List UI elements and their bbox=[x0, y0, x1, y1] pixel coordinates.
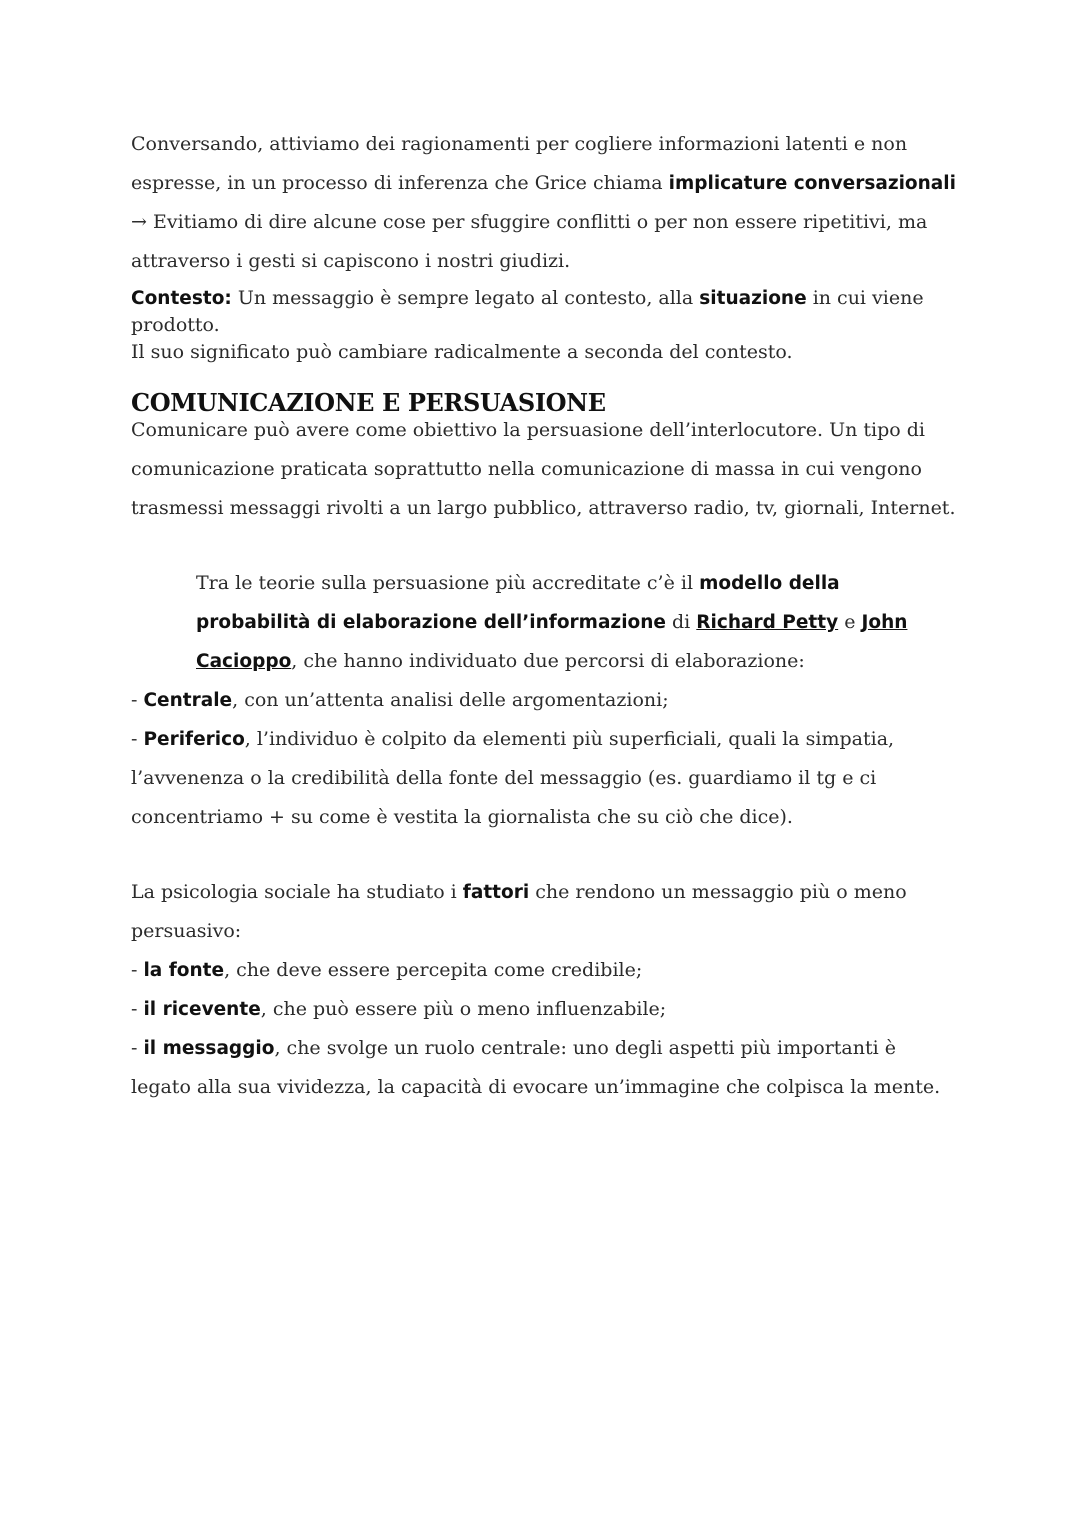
paragraph-teorie bbox=[196, 564, 916, 681]
list-item: - il messaggio, che svolge un ruolo centrale: uno degli aspetti più importanti è legato alla sua vividezza, la capacità di evocare un’immagine che colpisca la mente. bbox=[131, 1037, 941, 1098]
list-item: - Periferico, l’individuo è colpito da elementi più superficiali, quali la simpatia, l’avvenenza o la credibilità della fonte del messaggio (es. guardiamo il tg e ci concentriamo + su come è vestita la giornalista che su ciò che dice). bbox=[131, 728, 895, 828]
text: La psicologia sociale ha studiato i bbox=[131, 881, 463, 903]
list-item: - il ricevente, che può essere più o meno influenzabile; bbox=[131, 998, 667, 1020]
bold-term-fattori: fattori bbox=[462, 882, 530, 903]
text: Un messaggio è sempre legato al contesto, alla bbox=[231, 287, 700, 309]
text: → Evitiamo di dire alcune cose per sfuggire conflitti o per non essere ripetitivi, ma attraverso i gesti si capiscono i nostri giudizi. bbox=[131, 211, 928, 272]
list-item: - Centrale, con un’attenta analisi delle argomentazioni; bbox=[131, 689, 669, 711]
text: Il suo significato può cambiare radicalmente a seconda del contesto. bbox=[131, 341, 793, 363]
bold-term-periferico: Periferico bbox=[143, 729, 245, 750]
bold-term-messaggio: il messaggio bbox=[143, 1038, 275, 1059]
bold-term-fonte: la fonte bbox=[143, 960, 225, 981]
text: che rendono un messaggio più o meno persuasivo: bbox=[131, 881, 907, 942]
text: , che hanno individuato due percorsi di elaborazione: bbox=[291, 650, 805, 672]
section-heading: COMUNICAZIONE E PERSUASIONE bbox=[131, 388, 606, 417]
paragraph-fattori bbox=[131, 873, 961, 1107]
paragraph-implicature bbox=[131, 125, 961, 281]
author-john-cacioppo: John Cacioppo bbox=[196, 612, 908, 672]
bold-term-modello: modello della probabilità di elaborazione dell’informazione bbox=[196, 573, 840, 633]
bold-term-centrale: Centrale bbox=[143, 690, 233, 711]
text: in cui viene prodotto. bbox=[131, 287, 924, 336]
bold-term-implicature: implicature conversazionali bbox=[668, 173, 956, 194]
text: di bbox=[665, 611, 697, 633]
paragraph-persuasione: Comunicare può avere come obiettivo la persuasione dell’interlocutore. Un tipo di comunicazione praticata soprattutto nella comunicazione di massa in cui vengono trasmessi messaggi rivolti a un largo pubblico, attraverso radio, tv, giornali, Internet. bbox=[131, 419, 956, 519]
bold-term-ricevente: il ricevente bbox=[143, 999, 261, 1020]
list-percorsi bbox=[131, 681, 961, 837]
text: Tra le teorie sulla persuasione più accreditate c’è il bbox=[196, 572, 700, 594]
author-richard-petty: Richard Petty bbox=[696, 612, 839, 633]
bold-term-situazione: situazione bbox=[699, 288, 807, 309]
list-item: - la fonte, che deve essere percepita come credibile; bbox=[131, 959, 643, 981]
paragraph-contesto bbox=[131, 285, 961, 366]
text: Conversando, attiviamo dei ragionamenti per cogliere informazioni latenti e non espresse, in un processo di inferenza che Grice chiama bbox=[131, 133, 908, 194]
bold-label-contesto: Contesto: bbox=[131, 288, 232, 309]
text: e bbox=[838, 611, 862, 633]
